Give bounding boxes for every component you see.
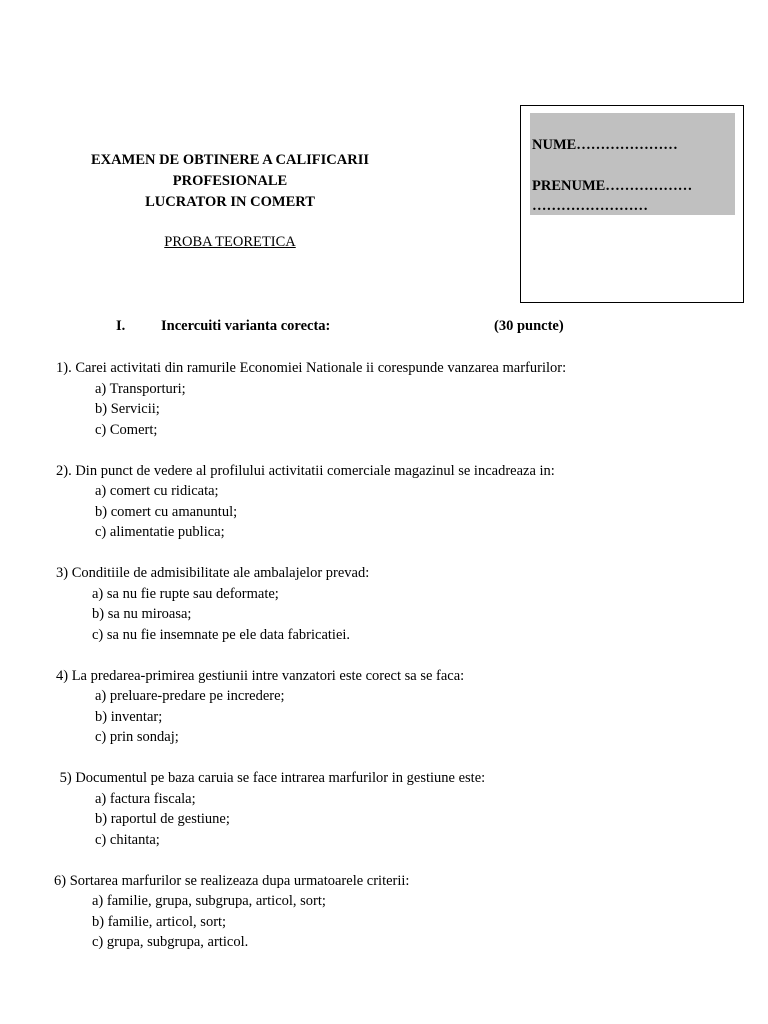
- question-1: [0, 358, 768, 440]
- answer-option[interactable]: b) familie, articol, sort;: [92, 913, 227, 930]
- answer-option[interactable]: a) comert cu ridicata;: [95, 483, 219, 499]
- answer-option[interactable]: c) prin sondaj;: [95, 729, 179, 745]
- section-number: I.: [116, 318, 126, 334]
- title-line-3: LUCRATOR IN COMERT: [145, 194, 315, 210]
- section-points: (30 puncte): [494, 318, 564, 334]
- question-text: 4) La predarea-primirea gestiunii intre vanzatori este corect sa se faca:: [56, 667, 465, 684]
- answer-option[interactable]: c) sa nu fie insemnate pe ele data fabricatiei.: [92, 626, 351, 643]
- exam-title: [70, 150, 390, 213]
- answer-option[interactable]: c) alimentatie publica;: [95, 524, 225, 540]
- answer-option[interactable]: a) Transporturi;: [95, 380, 186, 397]
- answer-option[interactable]: b) raportul de gestiune;: [95, 811, 230, 827]
- candidate-name-box: [520, 105, 744, 303]
- candidate-name-fields: [530, 113, 735, 215]
- exam-subtitle: PROBA TEORETICA: [164, 234, 296, 250]
- title-line-2: PROFESIONALE: [172, 173, 288, 189]
- question-text: 5) Documentul pe baza caruia se face intrarea marfurilor in gestiune este:: [56, 770, 486, 786]
- answer-option[interactable]: a) factura fiscala;: [95, 790, 196, 807]
- question-3: [0, 563, 768, 645]
- answer-option[interactable]: c) Comert;: [95, 421, 158, 438]
- question-list: [0, 358, 768, 973]
- question-2: [0, 461, 768, 543]
- question-text: 2). Din punct de vedere al profilului activitatii comerciale magazinul se incadreaza in:: [56, 462, 555, 479]
- nume-field: NUME…………………: [532, 137, 678, 153]
- prenume-field-continuation: ……………………: [532, 198, 648, 214]
- question-text: 1). Carei activitati din ramurile Economiei Nationale ii corespunde vanzarea marfurilor:: [56, 360, 567, 376]
- answer-option[interactable]: b) sa nu miroasa;: [92, 606, 192, 622]
- question-6: [0, 871, 768, 953]
- answer-option[interactable]: b) comert cu amanuntul;: [95, 503, 238, 520]
- prenume-field: PRENUME………………: [532, 178, 693, 194]
- answer-option[interactable]: c) grupa, subgrupa, articol.: [92, 934, 249, 950]
- question-5: [0, 768, 768, 850]
- answer-option[interactable]: a) preluare-predare pe incredere;: [95, 688, 285, 704]
- question-text: 3) Conditiile de admisibilitate ale ambalajelor prevad:: [56, 565, 370, 581]
- question-text: 6) Sortarea marfurilor se realizeaza dupa urmatoarele criterii:: [54, 872, 410, 889]
- answer-option[interactable]: a) sa nu fie rupte sau deformate;: [92, 585, 279, 602]
- section-instruction: Incercuiti varianta corecta:: [161, 318, 331, 334]
- question-4: [0, 666, 768, 748]
- answer-option[interactable]: b) inventar;: [95, 708, 163, 725]
- title-line-1: EXAMEN DE OBTINERE A CALIFICARII: [91, 152, 369, 168]
- answer-option[interactable]: c) chitanta;: [95, 831, 160, 848]
- answer-option[interactable]: a) familie, grupa, subgrupa, articol, sort;: [92, 893, 326, 909]
- answer-option[interactable]: b) Servicii;: [95, 401, 160, 417]
